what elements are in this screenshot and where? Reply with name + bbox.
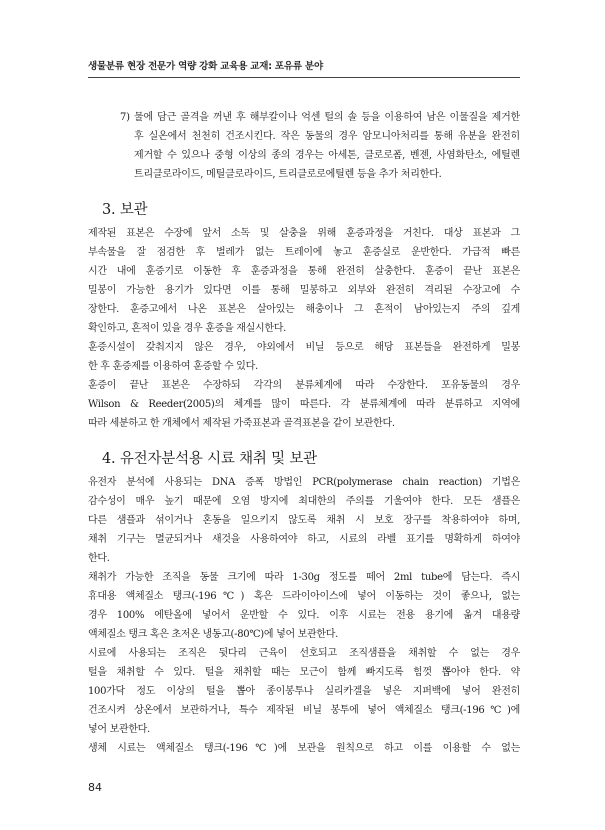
text-line: 100가닥 정도 이상의 털을 뽑아 종이봉투나 실리카겔을 넣은 지퍼백에 넣어 완전히 xyxy=(88,686,520,697)
list-item-7 xyxy=(120,108,520,184)
text-line: 채취가 가능한 조직을 동물 크기에 따라 1-30g 정도를 떼어 2ml tube에 담는다. 즉시 xyxy=(88,572,520,583)
list-item-text xyxy=(134,108,520,184)
text-line: 액체질소 탱크 혹은 초저온 냉동고(-80℃)에 넣어 보관한다. xyxy=(88,629,339,640)
text-line: 감수성이 매우 높기 때문에 오염 방지에 최대한의 주의를 기울여야 한다. 모든 샘플은 xyxy=(88,496,520,507)
section-4-paragraph-4 xyxy=(88,739,520,758)
text-line: 건조시켜 상온에서 보관하거나, 특수 제작된 비닐 봉투에 넣어 액체질소 탱크(-196℃)에 xyxy=(88,705,520,716)
section-4-heading: 4. 유전자분석용 시료 채취 및 보관 xyxy=(102,451,317,467)
text-line: 밀봉이 가능한 용기가 있다면 이를 통해 밀봉하고 외부와 완전히 격리된 수장고에 수 xyxy=(88,285,520,296)
section-3-heading: 3. 보관 xyxy=(102,202,148,218)
text-line: 넣어 보관한다. xyxy=(88,724,150,735)
section-3-paragraph-3 xyxy=(88,376,520,433)
text-line: 장한다. 훈증고에서 나온 표본은 살아있는 해충이나 그 흔적이 남아있는지 주의 깊게 xyxy=(88,304,520,315)
section-3-paragraph-2 xyxy=(88,338,520,376)
text-line: 생체 시료는 액체질소 탱크(-196℃)에 보관을 원칙으로 하고 이를 이용할 수 없는 xyxy=(88,743,520,754)
text-line: 훈증이 끝난 표본은 수장하되 각각의 분류체계에 따라 수장한다. 포유동물의 경우 xyxy=(88,380,520,391)
text-line: 경우 100% 에탄올에 넣어서 운반할 수 있다. 이후 시료는 전용 용기에 옮겨 대용량 xyxy=(88,610,520,621)
text-line: 따라 세분하고 한 개체에서 제작된 가죽표본과 골격표본을 같이 보관한다. xyxy=(88,418,395,429)
text-line: 부속물을 잘 점검한 후 벌레가 없는 트레이에 놓고 훈증실로 운반한다. 가급적 빠른 xyxy=(88,247,520,258)
text-line: 다른 샘플과 섞이거나 혼동을 일으키지 않도록 채취 시 보호 장구를 착용하여야 하며, xyxy=(88,515,520,526)
text-line: 휴대용 액체질소 탱크(-196℃) 혹은 드라이아이스에 넣어 이동하는 것이 좋으나, 없는 xyxy=(88,591,520,602)
section-4-paragraph-2 xyxy=(88,568,520,644)
text-line: 시간 내에 훈증기로 이동한 후 훈증과정을 통해 완전히 살충한다. 훈증이 끝난 표본은 xyxy=(88,266,520,277)
running-header: 생물분류 현장 전문가 역량 강화 교육용 교재: 포유류 분야 xyxy=(88,61,323,72)
text-line: 시료에 사용되는 조직은 뒷다리 근육이 선호되고 조직샘플을 채취할 수 없는 경우 xyxy=(88,648,520,659)
text-line: 물에 담근 골격을 꺼낸 후 해부칼이나 억센 털의 솔 등을 이용하여 남은 이물질을 제거한 xyxy=(134,112,520,123)
section-4-paragraph-3 xyxy=(88,644,520,739)
text-line: 훈증시설이 갖춰지지 않은 경우, 야외에서 비닐 등으로 해당 표본들을 완전하게 밀봉 xyxy=(88,342,520,353)
section-4-paragraph-1 xyxy=(88,473,520,568)
header-divider xyxy=(88,77,520,78)
text-line: Wilson & Reeder(2005)의 체계를 많이 따른다. 각 분류체계에 따라 분류하고 지역에 xyxy=(88,399,520,410)
text-line: 제작된 표본은 수장에 앞서 소독 및 살충을 위해 훈증과정을 거친다. 대상 표본과 그 xyxy=(88,228,520,239)
text-line: 한다. xyxy=(88,553,110,564)
text-line: 한 후 훈증제를 이용하여 훈증할 수 있다. xyxy=(88,361,258,372)
text-line: 후 실온에서 천천히 건조시킨다. 작은 동물의 경우 암모니아처리를 통해 유분을 완전히 xyxy=(134,131,520,142)
page-number: 84 xyxy=(88,781,102,794)
text-line: 확인하고, 흔적이 있을 경우 훈증을 재실시한다. xyxy=(88,323,286,334)
section-3-paragraph-1 xyxy=(88,224,520,338)
text-line: 제거할 수 있으나 중형 이상의 종의 경우는 아세톤, 클로로폼, 벤젠, 사염화탄소, 에틸렌 xyxy=(134,150,520,161)
list-item-number: 7) xyxy=(120,112,130,123)
page-body xyxy=(88,108,520,758)
text-line: 트리클로라이드, 메틸클로라이드, 트리클로로에틸렌 등을 추가 처리한다. xyxy=(134,169,442,180)
text-line: 털을 채취할 수 있다. 털을 채취할 때는 모근이 함께 빠지도록 힘껏 뽑아야 한다. 약 xyxy=(88,667,520,678)
text-line: 유전자 분석에 사용되는 DNA 증폭 방법인 PCR(polymerase chain reaction) 기법은 xyxy=(88,477,520,488)
text-line: 채취 기구는 멸균되거나 새것을 사용하여야 하고, 시료의 라벨 표기를 명확하게 하여야 xyxy=(88,534,520,545)
